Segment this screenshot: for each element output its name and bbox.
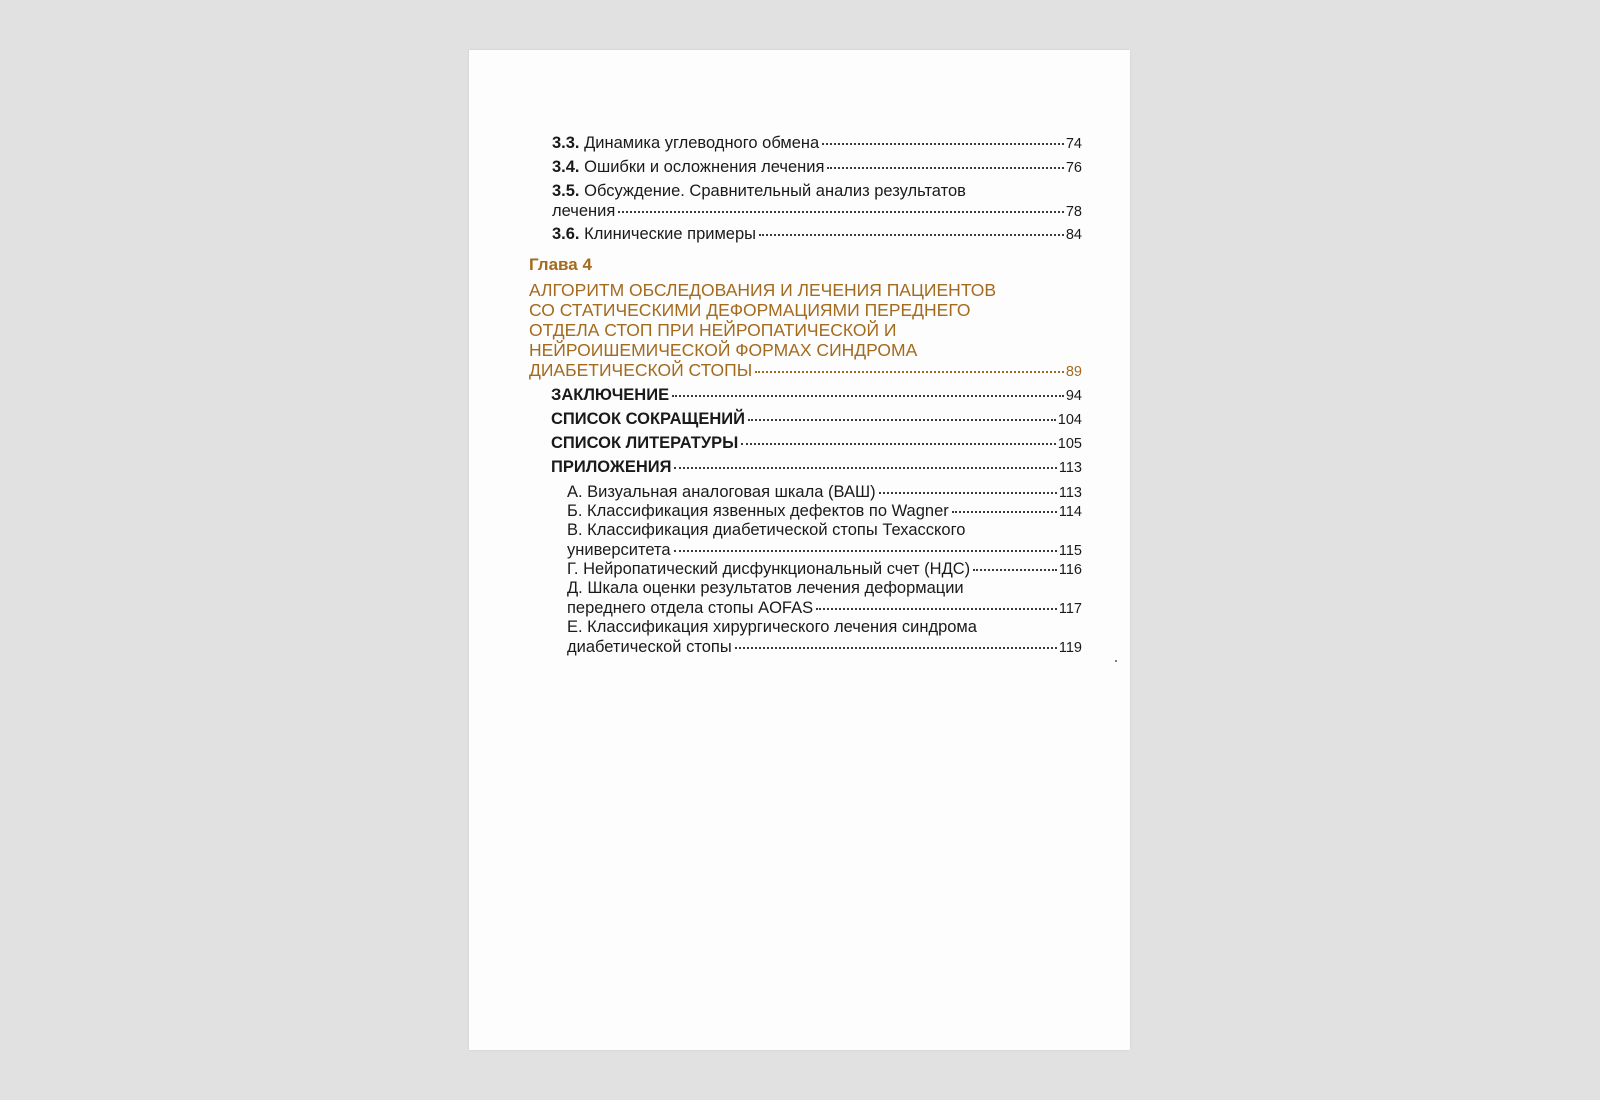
entry-title: Динамика углеводного обмена bbox=[584, 134, 820, 152]
entry-title: ЗАКЛЮЧЕНИЕ bbox=[551, 386, 670, 404]
dot-leader bbox=[755, 370, 1064, 373]
toc-appendix-v bbox=[567, 520, 1082, 561]
entry-title: ПРИЛОЖЕНИЯ bbox=[551, 458, 672, 476]
page-number: 74 bbox=[1065, 136, 1082, 152]
toc-appendix-g bbox=[567, 559, 1082, 580]
entry-title-line2: переднего отдела стопы AOFAS bbox=[567, 599, 814, 617]
dot-leader bbox=[952, 510, 1057, 513]
chapter-title-line: АЛГОРИТМ ОБСЛЕДОВАНИЯ И ЛЕЧЕНИЯ ПАЦИЕНТОВ bbox=[529, 280, 997, 300]
dot-leader bbox=[822, 142, 1064, 145]
entry-title: Ошибки и осложнения лечения bbox=[584, 158, 825, 176]
toc-appendix-b bbox=[567, 501, 1082, 522]
page-number: 104 bbox=[1057, 412, 1082, 428]
toc-entry-3-5 bbox=[552, 181, 1082, 222]
toc-entry-references bbox=[551, 433, 1082, 454]
toc-entry-conclusion bbox=[551, 385, 1082, 406]
entry-title: А. Визуальная аналоговая шкала (ВАШ) bbox=[567, 483, 876, 501]
dot-leader bbox=[973, 568, 1057, 571]
page-number: 105 bbox=[1057, 436, 1082, 452]
dot-leader bbox=[735, 646, 1057, 649]
dot-leader bbox=[748, 418, 1056, 421]
page-number: 117 bbox=[1058, 601, 1082, 617]
page-number: 113 bbox=[1058, 460, 1082, 476]
entry-title: СПИСОК СОКРАЩЕНИЙ bbox=[551, 410, 745, 428]
page-number: 78 bbox=[1065, 204, 1082, 220]
dot-leader bbox=[674, 466, 1056, 469]
toc-appendix-a bbox=[567, 482, 1082, 503]
entry-title-line1: Е. Классификация хирургического лечения синдрома bbox=[567, 618, 977, 636]
page-number: 94 bbox=[1065, 388, 1082, 404]
entry-number: 3.3. bbox=[552, 134, 580, 152]
entry-title-line2: лечения bbox=[552, 202, 616, 220]
toc-entry-3-3 bbox=[552, 133, 1082, 154]
entry-title: Б. Классификация язвенных дефектов по Wagner bbox=[567, 502, 949, 520]
book-page bbox=[469, 50, 1130, 1050]
entry-title-line2: диабетической стопы bbox=[567, 638, 732, 656]
chapter-title-line: НЕЙРОИШЕМИЧЕСКОЙ ФОРМАХ СИНДРОМА bbox=[529, 340, 918, 360]
dot-leader bbox=[741, 442, 1055, 445]
toc-appendix-d bbox=[567, 578, 1082, 619]
entry-title-line1: Обсуждение. Сравнительный анализ результатов bbox=[584, 182, 966, 200]
dot-leader bbox=[827, 166, 1063, 169]
entry-number: 3.6. bbox=[552, 225, 580, 243]
page-number: 76 bbox=[1065, 160, 1082, 176]
entry-title-line1: Д. Шкала оценки результатов лечения деформации bbox=[567, 579, 964, 597]
page-number: 89 bbox=[1065, 364, 1082, 380]
page-number: 116 bbox=[1058, 562, 1082, 578]
chapter-title-line: ДИАБЕТИЧЕСКОЙ СТОПЫ bbox=[529, 360, 753, 380]
entry-number: 3.5. bbox=[552, 182, 580, 200]
entry-number: 3.4. bbox=[552, 158, 580, 176]
page-number: 84 bbox=[1065, 227, 1082, 243]
toc-entry-3-4 bbox=[552, 157, 1082, 178]
page-number: 113 bbox=[1058, 485, 1082, 501]
toc-appendix-e bbox=[567, 617, 1082, 658]
entry-title: Клинические примеры bbox=[584, 225, 757, 243]
entry-title: Г. Нейропатический дисфункциональный счет (НДС) bbox=[567, 560, 971, 578]
toc-entry-appendices bbox=[551, 457, 1082, 478]
chapter-title-line: СО СТАТИЧЕСКИМИ ДЕФОРМАЦИЯМИ ПЕРЕДНЕГО bbox=[529, 300, 971, 320]
chapter-title-line: ОТДЕЛА СТОП ПРИ НЕЙРОПАТИЧЕСКОЙ И bbox=[529, 320, 897, 340]
toc-entry-3-6 bbox=[552, 224, 1082, 245]
chapter-label: Глава 4 bbox=[529, 255, 592, 274]
toc-entry-abbreviations bbox=[551, 409, 1082, 430]
entry-title-line2: университета bbox=[567, 541, 671, 559]
dot-leader bbox=[759, 233, 1064, 236]
page-number: 119 bbox=[1058, 640, 1082, 656]
dot-leader bbox=[674, 549, 1057, 552]
chapter-title bbox=[529, 280, 1082, 382]
dot-leader bbox=[618, 210, 1064, 213]
dot-leader bbox=[672, 394, 1064, 397]
entry-title: СПИСОК ЛИТЕРАТУРЫ bbox=[551, 434, 739, 452]
print-speck bbox=[1115, 660, 1117, 662]
dot-leader bbox=[816, 607, 1057, 610]
page-number: 115 bbox=[1058, 543, 1082, 559]
dot-leader bbox=[879, 491, 1057, 494]
entry-title-line1: В. Классификация диабетической стопы Техасского bbox=[567, 521, 966, 539]
page-number: 114 bbox=[1058, 504, 1082, 520]
